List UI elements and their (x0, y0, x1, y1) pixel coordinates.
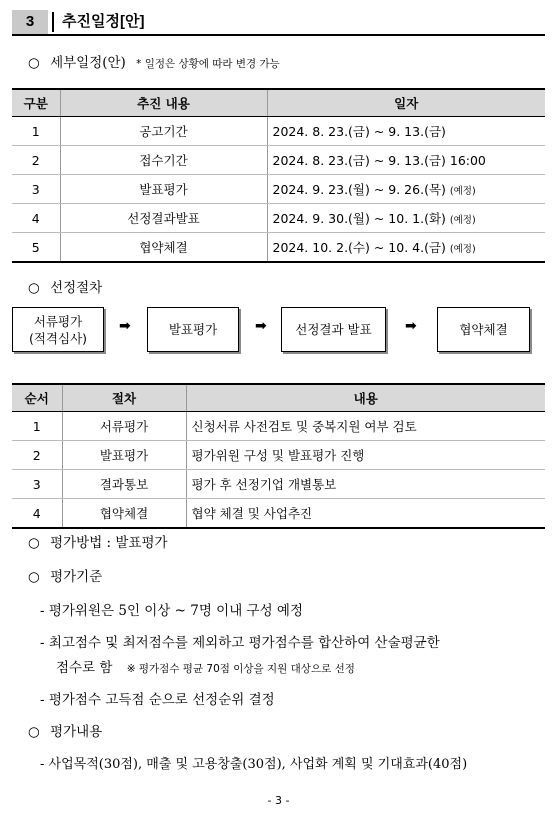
criteria-note: ※ 평가점수 평균 70점 이상을 지원 대상으로 선정 (126, 663, 355, 675)
table-row (12, 117, 545, 146)
process-heading-text: 선정절차 (50, 280, 103, 296)
row-content: 신청서류 사전검토 및 중복지원 여부 검토 (186, 412, 545, 441)
table-row (12, 233, 545, 263)
tentative-tag: (예정) (449, 215, 476, 226)
row-number: 4 (12, 499, 62, 529)
row-date (267, 204, 545, 233)
section-title: 추진일정[안] (62, 13, 145, 30)
row-content: 공고기간 (60, 117, 267, 146)
row-number: 1 (12, 117, 60, 146)
criteria-item: - 평가점수 고득점 순으로 선정순위 결정 (40, 692, 275, 708)
row-step: 협약체결 (62, 499, 186, 529)
header-cell: 추진 내용 (60, 89, 267, 117)
row-date (267, 233, 545, 263)
evaluation-criteria-text: 평가기준 (50, 569, 103, 585)
date-text: 2024. 9. 23.(월) ~ 9. 26.(목) (272, 182, 446, 197)
schedule-table (12, 88, 545, 263)
bullet-icon: ○ (28, 724, 40, 740)
row-number: 3 (12, 175, 60, 204)
bullet-icon: ○ (28, 280, 40, 296)
table-row (12, 470, 545, 499)
flow-step-label: 서류평가 (33, 313, 83, 329)
table-row (12, 441, 545, 470)
row-number: 4 (12, 204, 60, 233)
evaluation-contents-text: 평가내용 (50, 724, 103, 740)
row-content: 선정결과발표 (60, 204, 267, 233)
table-row (12, 499, 545, 529)
row-content: 협약 체결 및 사업추진 (186, 499, 545, 529)
tentative-tag: (예정) (449, 186, 476, 197)
header-cell: 순서 (12, 384, 62, 412)
row-date (267, 146, 545, 175)
flow-step-presentation (147, 307, 239, 352)
row-number: 2 (12, 146, 60, 175)
row-step: 결과통보 (62, 470, 186, 499)
bullet-icon: ○ (28, 55, 40, 71)
table-row (12, 175, 545, 204)
evaluation-method (28, 531, 168, 551)
arrow-right-icon: ➡ (255, 318, 267, 334)
evaluation-contents-heading (28, 720, 102, 740)
row-content: 평가 후 선정기업 개별통보 (186, 470, 545, 499)
criteria-item: - 최고점수 및 최저점수를 제외하고 평가점수를 합산하여 산술평균한 (40, 635, 440, 651)
page-number: - 3 - (267, 794, 290, 807)
flow-step-result-announcement (281, 307, 386, 352)
process-table (12, 383, 545, 529)
section-number: 3 (12, 10, 48, 34)
schedule-heading (28, 51, 280, 71)
tentative-tag: (예정) (449, 244, 476, 255)
row-number: 5 (12, 233, 60, 263)
row-number: 3 (12, 470, 62, 499)
row-content: 접수기간 (60, 146, 267, 175)
date-text: 2024. 10. 2.(수) ~ 10. 4.(금) (272, 240, 446, 255)
date-text: 2024. 9. 30.(월) ~ 10. 1.(화) (272, 211, 446, 226)
row-number: 2 (12, 441, 62, 470)
flow-step-label: 발표평가 (168, 322, 218, 337)
header-cell: 구분 (12, 89, 60, 117)
flow-step-label: 협약체결 (459, 322, 508, 337)
process-table-header (12, 384, 545, 412)
row-content: 협약체결 (60, 233, 267, 263)
row-number: 1 (12, 412, 62, 441)
process-heading (28, 276, 102, 296)
bullet-icon: ○ (28, 569, 40, 585)
header-cell: 절차 (62, 384, 186, 412)
flow-step-label: 선정결과 발표 (295, 322, 372, 337)
row-step: 서류평가 (62, 412, 186, 441)
flow-step-sublabel: (적격심사) (28, 330, 88, 346)
arrow-right-icon: ➡ (405, 318, 417, 334)
section-header (12, 10, 545, 36)
row-date (267, 175, 545, 204)
flow-step-document-review (12, 307, 104, 352)
table-row (12, 412, 545, 441)
header-cell: 일자 (267, 89, 545, 117)
date-text: 2024. 8. 23.(금) ~ 9. 13.(금) 16:00 (272, 153, 486, 168)
criteria-item-continuation (56, 656, 355, 676)
criteria-item: - 평가위원은 5인 이상 ~ 7명 이내 구성 예정 (40, 603, 303, 619)
bullet-icon: ○ (28, 535, 40, 551)
date-text: 2024. 8. 23.(금) ~ 9. 13.(금) (272, 124, 446, 139)
contents-item: - 사업목적(30점), 매출 및 고용창출(30점), 사업화 계획 및 기대효과(40점) (40, 757, 468, 772)
row-content: 발표평가 (60, 175, 267, 204)
arrow-right-icon: ➡ (119, 318, 131, 334)
table-row (12, 146, 545, 175)
header-cell: 내용 (186, 384, 545, 412)
row-date (267, 117, 545, 146)
section-divider (52, 12, 54, 32)
schedule-note: * 일정은 상황에 따라 변경 가능 (136, 58, 280, 70)
evaluation-criteria-heading (28, 565, 102, 585)
criteria-item-text: 점수로 함 (56, 660, 113, 676)
evaluation-method-text: 평가방법 : 발표평가 (50, 535, 168, 551)
row-content: 평가위원 구성 및 발표평가 진행 (186, 441, 545, 470)
schedule-table-header (12, 89, 545, 117)
schedule-heading-text: 세부일정(안) (50, 55, 126, 71)
flow-step-agreement (437, 307, 530, 352)
table-row (12, 204, 545, 233)
row-step: 발표평가 (62, 441, 186, 470)
